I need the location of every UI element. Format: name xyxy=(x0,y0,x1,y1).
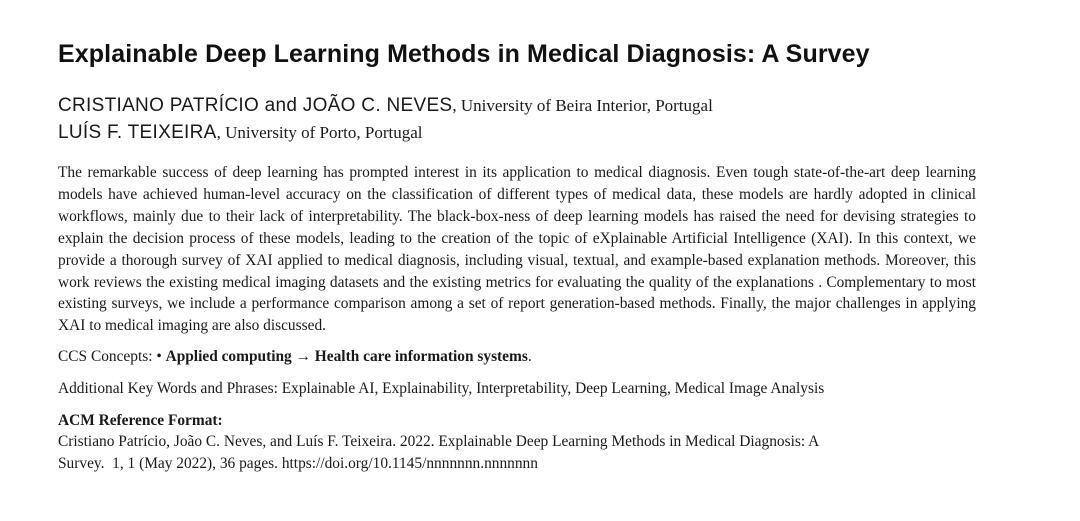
author-line-1 xyxy=(58,92,978,119)
reference-heading: ACM Reference Format: xyxy=(58,412,223,430)
author-names-1: CRISTIANO PATRÍCIO and JOÃO C. NEVES xyxy=(58,95,453,116)
author-affiliation-2: , University of Porto, Portugal xyxy=(216,123,423,142)
reference-line-1: Cristiano Patrício, João C. Neves, and Luís F. Teixeira. 2022. Explainable Deep Learning Methods in Medical Diagnosis: A xyxy=(58,433,820,451)
paper-page xyxy=(58,38,978,475)
reference-body xyxy=(58,431,976,475)
ccs-concepts xyxy=(58,346,978,368)
ccs-end: . xyxy=(527,348,532,366)
reference-line-2: Survey. 1, 1 (May 2022), 36 pages. https://doi.org/10.1145/nnnnnnn.nnnnnnn xyxy=(58,455,538,473)
author-affiliation-1: , University of Beira Interior, Portugal xyxy=(452,96,713,115)
paper-title: Explainable Deep Learning Methods in Medical Diagnosis: A Survey xyxy=(58,40,870,68)
abstract: The remarkable success of deep learning has prompted interest in its application to medical diagnosis. Even tough state-of-the-art deep learning models have achieved human-level accuracy on the classification of different types of medical data, these models are hardly adopted in clinical workflows, mainly due to their lack of interpretability. The black-box-ness of deep learning models has raised the need for devising strategies to explain the decision process of these models, leading to the creation of the topic of eXplainable Artificial Intelligence (XAI). In this context, we provide a thorough survey of XAI applied to medical diagnosis, including visual, textual, and example-based explanation methods. Moreover, this work reviews the existing medical imaging datasets and the existing metrics for evaluating the quality of the explanations . Complementary to most existing surveys, we include a performance comparison among a set of report generation-based methods. Finally, the major challenges in applying XAI to medical imaging are also discussed. xyxy=(58,164,976,335)
author-names-2: LUÍS F. TEIXEIRA xyxy=(58,122,217,143)
keywords: Additional Key Words and Phrases: Explainable AI, Explainability, Interpretability, Deep Learning, Medical Image Analysis xyxy=(58,380,825,398)
ccs-concept: Applied computing → Health care information systems xyxy=(165,348,528,366)
author-block xyxy=(58,92,978,146)
author-line-2 xyxy=(58,119,978,146)
ccs-label: CCS Concepts: • xyxy=(58,348,166,366)
